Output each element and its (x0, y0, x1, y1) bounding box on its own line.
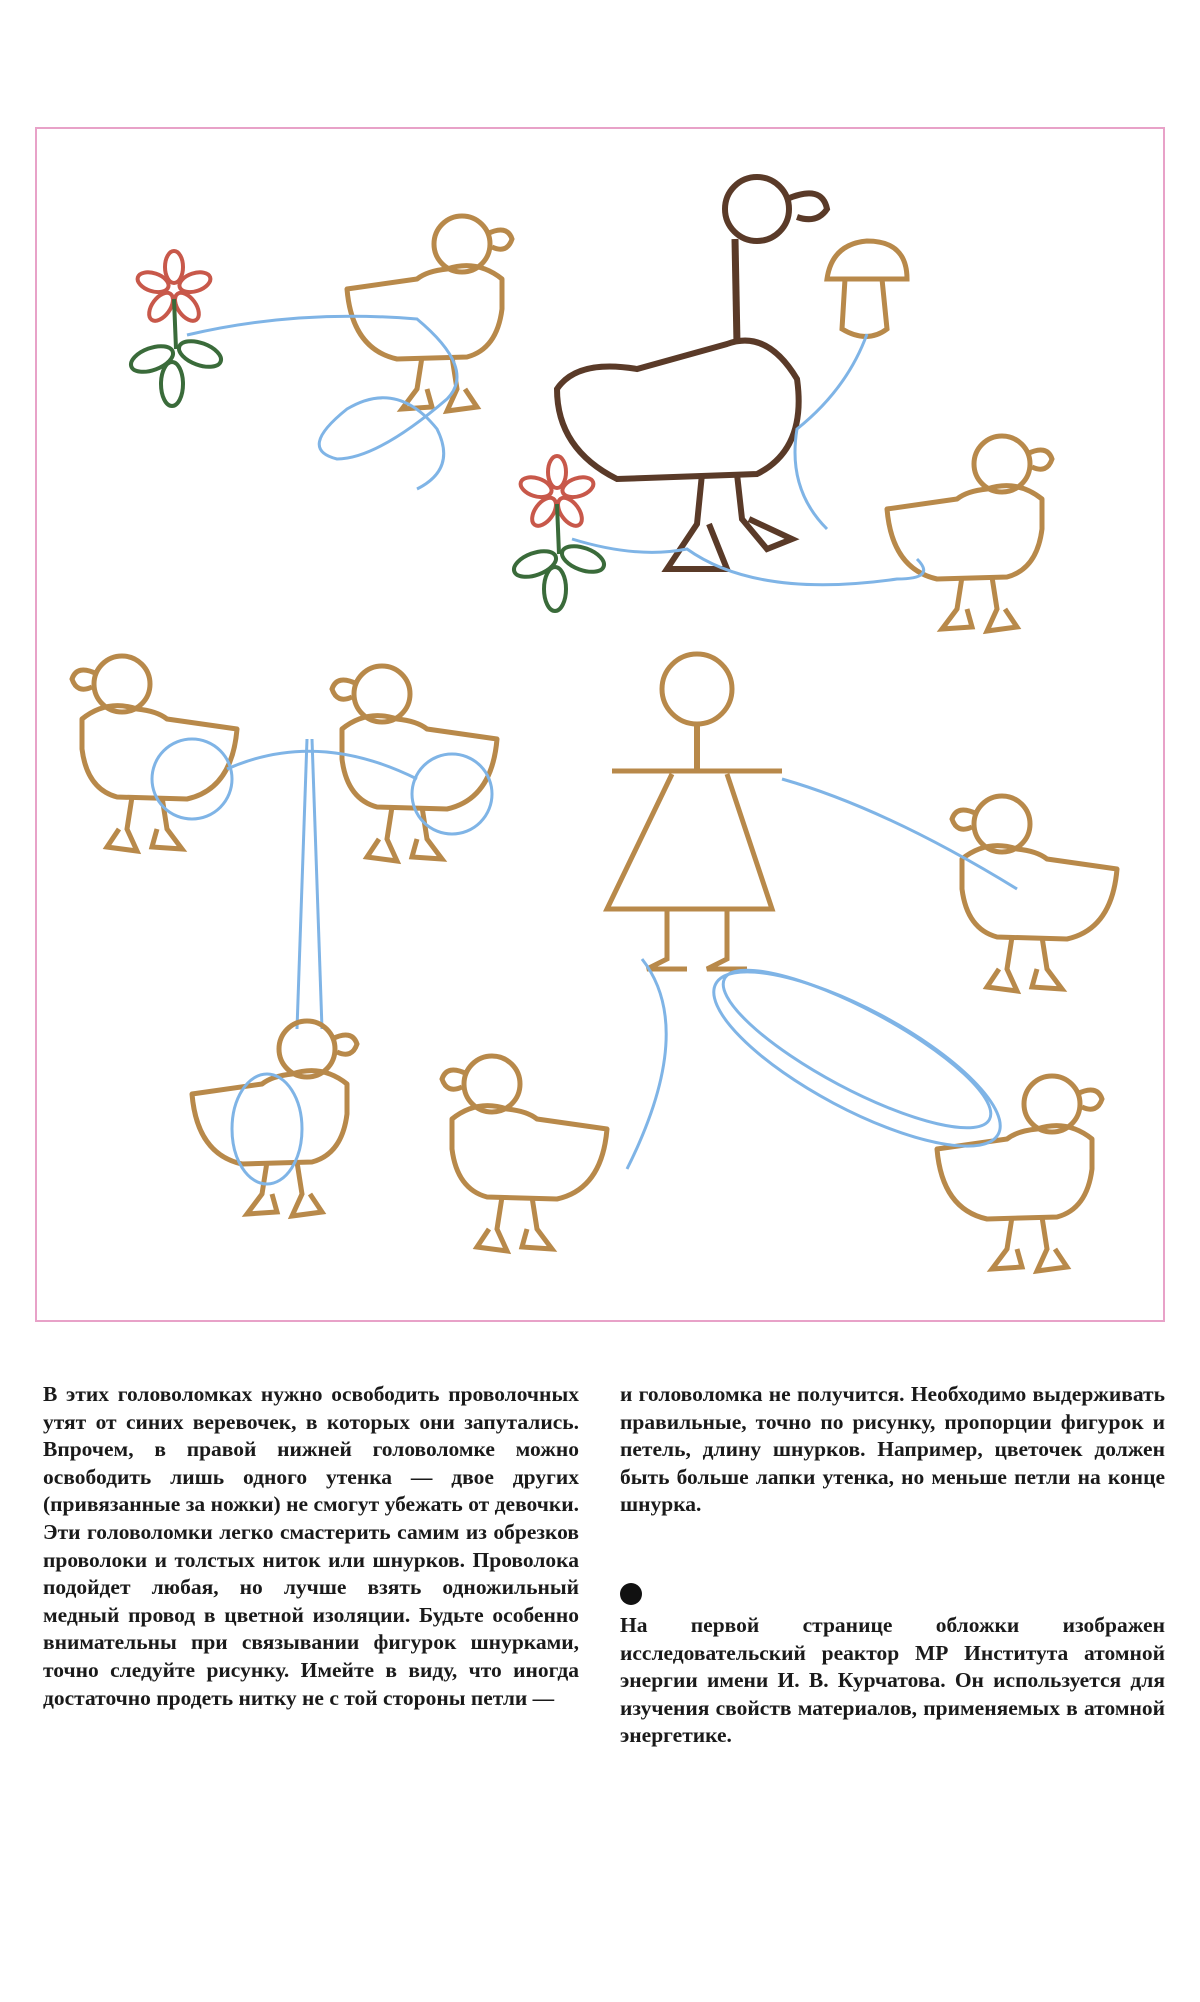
puzzle-bottom-left-duckling (192, 1021, 357, 1216)
body-text-left-column: В этих головоломках нужно освободить проволочных утят от синих веревочек, в которых они запутались. Впрочем, в правой нижней головоломке можно освободить лишь одного утенка — двое других (привязанные за ножки) не смогут убежать от девочки. Эти головоломки легко смастерить самим из обрезков проволоки и толстых ниток или шнурков. Проволока подойдет любая, но лучше взять одножильный медный провод в цветной изоляции. Будьте особенно внимательны при связывании фигурок шнурками, точно следуйте рисунку. Имейте в виду, что иногда достаточно продеть нитку не с той стороны петли — (43, 1382, 579, 1710)
puzzle-duck-flower-top-left (128, 216, 512, 489)
puzzle-girl-ducklings (442, 654, 1117, 1271)
cover-note-text: На первой странице обложки изображен исследовательский реактор МР Института атомной энергии имени И. В. Курчатова. Он используется для изучения свойств материалов, применяемых в атомной энергетике. (620, 1613, 1165, 1748)
bullet-icon (620, 1583, 642, 1605)
wire-puzzles-illustration (37, 129, 1163, 1320)
puzzle-two-ducklings (72, 656, 497, 1029)
body-text-right-column: и головоломка не получится. Необходимо выдерживать правильные, точно по рисунку, пропорции фигурок и петель, длину шнурков. Например, цветочек должен быть больше лапки утенка, но меньше петли на конце шнурка. (620, 1382, 1165, 1517)
illustration-frame (35, 127, 1165, 1322)
puzzle-goose (511, 177, 1052, 631)
